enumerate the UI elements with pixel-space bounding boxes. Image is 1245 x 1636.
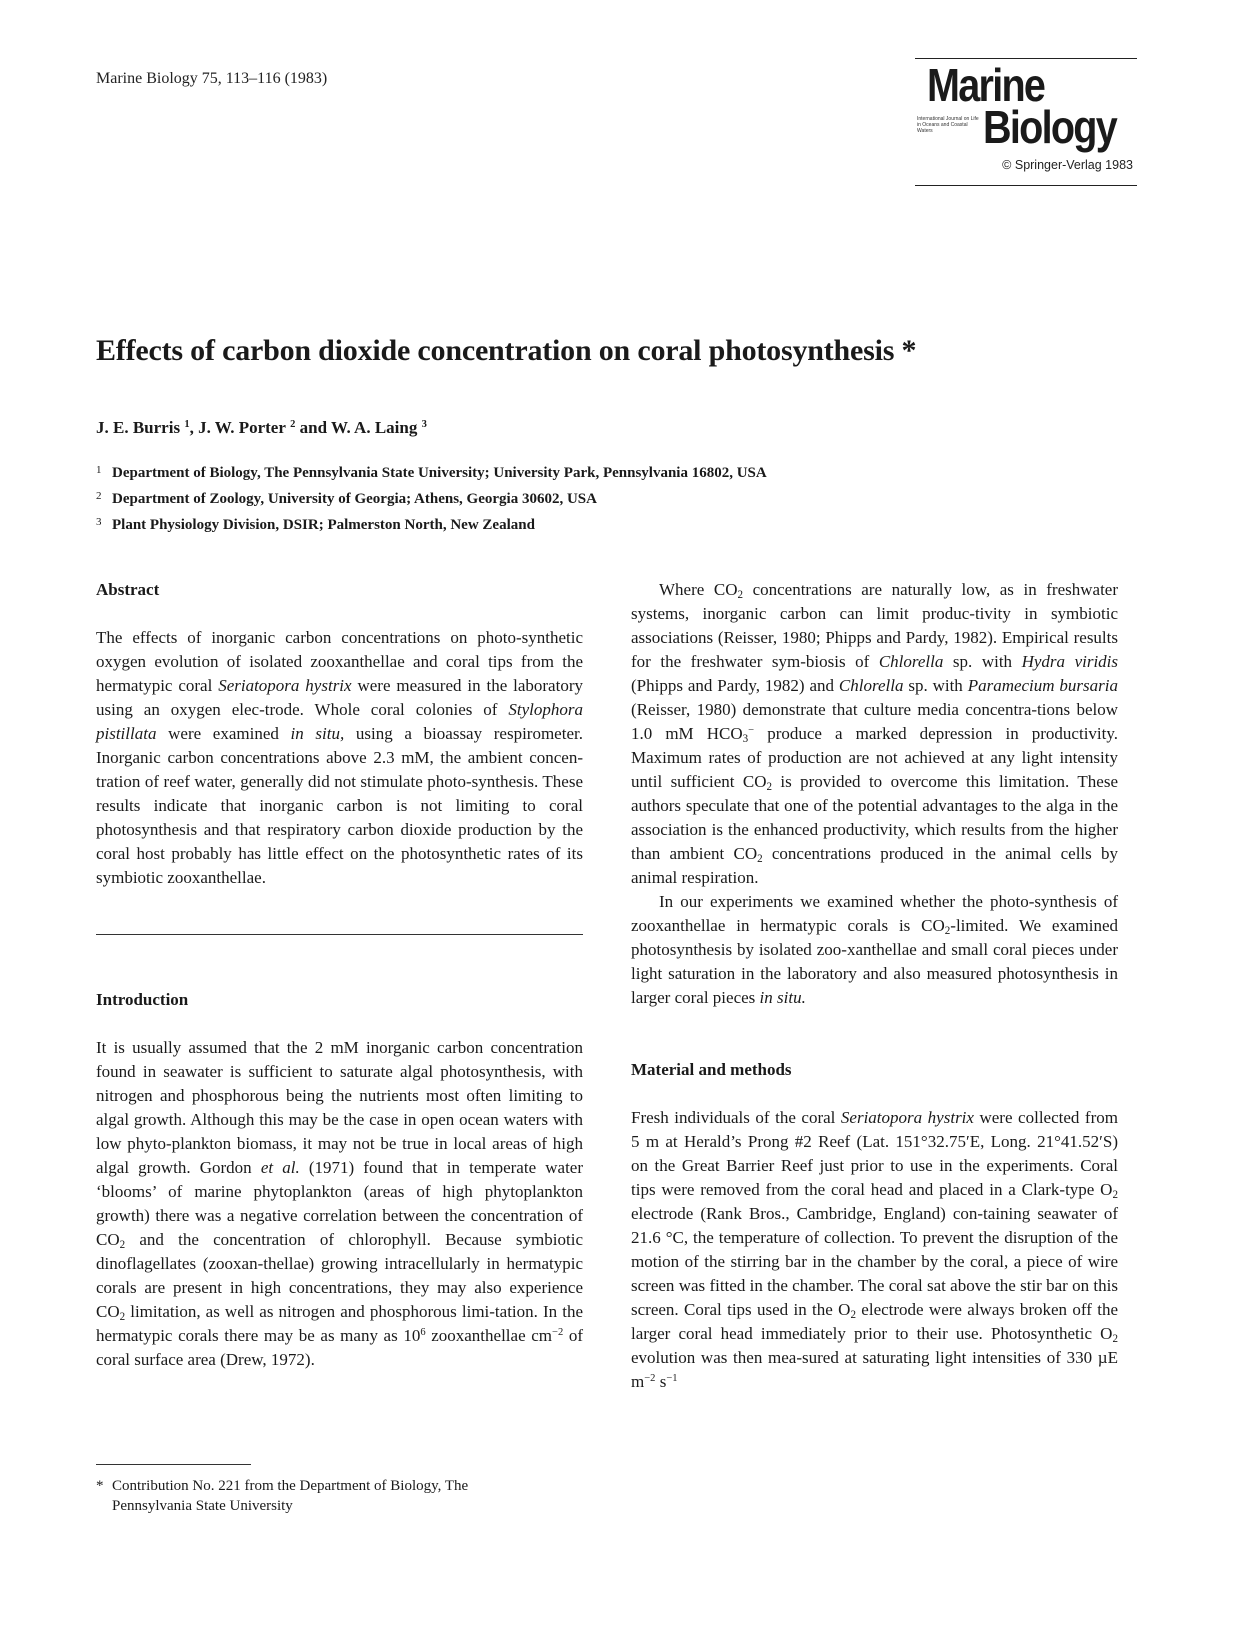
author-affil-sup: 3 — [421, 419, 427, 431]
left-column-intro — [96, 988, 583, 1372]
footnote — [96, 1476, 583, 1516]
logo-copyright: © Springer-Verlag 1983 — [1002, 158, 1133, 172]
introduction-heading: Introduction — [96, 990, 189, 1009]
abstract-divider — [96, 934, 583, 935]
affiliation-text: Department of Biology, The Pennsylvania State University; University Park, Pennsylvania 16802, USA — [112, 465, 767, 481]
affiliation — [96, 516, 767, 542]
introduction-paragraph-3: In our experiments we examined whether the photo-synthesis of zooxanthellae in hermatypic corals is $CO_2$-limited. We examined photosynthesis by isolated zoo-xanthellae and small coral pieces under light saturation in the laboratory and also measured photosynthesis in larger coral pieces in situ. — [631, 892, 1119, 1007]
affiliation — [96, 464, 767, 490]
right-column — [631, 578, 1118, 1394]
abstract-heading: Abstract — [96, 580, 160, 599]
introduction-paragraph-2: Where $CO_2$ concentrations are naturally low, as in freshwater systems, inorganic carbon can limit produc-tivity in symbiotic associations (Reisser, 1980; Phipps and Pardy, 1982). Empirical results for the freshwater sym-biosis of Chlorella sp. with Hydra viridis (Phipps and Pardy, 1982) and Chlorella sp. with Paramecium bursaria (Reisser, 1980) demonstrate that culture media concentra-tions below 1.0 mM $HCO_3^-$ produce a marked depression in productivity. Maximum rates of production are not achieved at any light intensity until sufficient $CO_2$ is provided to overcome this limitation. These authors speculate that one of the potential advantages to the alga in the association is the enhanced productivity, which results from the higher than ambient $CO_2$ concentrations produced in the animal cells by animal respiration. — [631, 580, 1119, 887]
logo-rule-bottom — [915, 185, 1137, 186]
journal-logo — [915, 58, 1137, 186]
title-text: Effects of carbon dioxide concentration on coral photosynthesis — [96, 334, 895, 367]
introduction-paragraph-1: It is usually assumed that the 2 mM inorganic carbon concentration found in seawater is sufficient to saturate algal photosynthesis, with nitrogen and phosphorous being the nutrients most often limiting to algal growth. Although this may be the case in open ocean waters with low phyto-plankton biomass, it may not be true in local areas of high algal growth. Gordon et al. (1971) found that in temperate water ‘blooms’ of marine phytoplankton (areas of high phytoplankton growth) there was a negative correlation between the concentration of $CO_2$ and the concentration of chlorophyll. Because symbiotic dinoflagellates (zooxan-thellae) growing intracellularly in hermatypic corals are present in high concentrations, they may also experience $CO_2$ limitation, as well as nitrogen and phosphorous limi-tation. In the hermatypic corals there may be as many as $10^6$ zooxanthellae $cm^{-2}$ of coral surface area (Drew, 1972). — [96, 1038, 583, 1369]
author-affil-sup: 1 — [184, 419, 190, 431]
article-title — [96, 334, 916, 368]
abstract-paragraph: The effects of inorganic carbon concentrations on photo-synthetic oxygen evolution of isolated zooxanthellae and coral tips from the hermatypic coral Seriatopora hystrix were measured in the laboratory using an oxygen elec-trode. Whole coral colonies of Stylophora pistillata were examined in situ, using a bioassay respirometer. Inorganic carbon concentrations above 2.3 mM, the ambient concen-tration of reef water, generally did not stimulate photo-synthesis. These results indicate that inorganic carbon is not limiting to coral photosynthesis and that respiratory carbon dioxide production by the coral host probably has little effect on the photosynthetic rates of its symbiotic zooxanthellae. — [96, 628, 583, 887]
journal-citation: Marine Biology 75, 113–116 (1983) — [96, 70, 328, 87]
affiliation-number: 3 — [96, 516, 102, 528]
author-list: J. E. Burris $^1$, J. W. Porter $^2$ and W. A. Laing $^3$ — [96, 418, 427, 437]
title-footnote-mark: * — [901, 334, 917, 367]
methods-heading: Material and methods — [631, 1060, 792, 1079]
author-affil-sup: 2 — [290, 419, 296, 431]
footnote-text: Contribution No. 221 from the Department of Biology, The — [112, 1478, 469, 1494]
left-column — [96, 578, 583, 890]
affiliation-number: 2 — [96, 490, 102, 502]
author-name: J. W. Porter — [198, 418, 286, 437]
affiliation-text: Department of Zoology, University of Georgia; Athens, Georgia 30602, USA — [112, 491, 597, 507]
logo-subtitle: International Journal on Life in Oceans and Coastal Waters — [917, 116, 979, 134]
footnote-mark: * — [96, 1478, 104, 1494]
methods-paragraph: Fresh individuals of the coral Seriatopora hystrix were collected from 5 m at Herald’s Prong #2 Reef (Lat. 151°32.75′E, Long. 21°41.52′S) on the Great Barrier Reef just prior to use in the experiments. Coral tips were removed from the coral head and placed in a Clark-type $O_2$ electrode (Rank Bros., Cambridge, England) con-taining seawater of 21.6 °C, the temperature of collection. To prevent the disruption of the motion of the stirring bar in the chamber by the coral, a piece of wire screen was fitted in the chamber. The coral sat above the stir bar on this screen. Coral tips used in the $O_2$ electrode were always broken off the larger coral head immediately prior to their use. Photosynthetic $O_2$ evolution was then mea-sured at saturating light intensities of 330 µE $m^{-2}$ $s^{-1}$ — [631, 1108, 1118, 1391]
footnote-text-cont: Pennsylvania State University — [112, 1498, 293, 1514]
authors-conjunction: and — [299, 418, 328, 437]
logo-word-biology: Biology — [983, 101, 1117, 153]
author-name: J. E. Burris — [96, 418, 181, 437]
author-name: W. A. Laing — [331, 418, 418, 437]
affiliation-number: 1 — [96, 464, 102, 476]
footnote-divider — [96, 1464, 251, 1465]
logo-word-marine: Marine — [927, 59, 1045, 111]
affiliation-list — [96, 464, 767, 542]
affiliation-text: Plant Physiology Division, DSIR; Palmerston North, New Zealand — [112, 517, 535, 533]
affiliation — [96, 490, 767, 516]
